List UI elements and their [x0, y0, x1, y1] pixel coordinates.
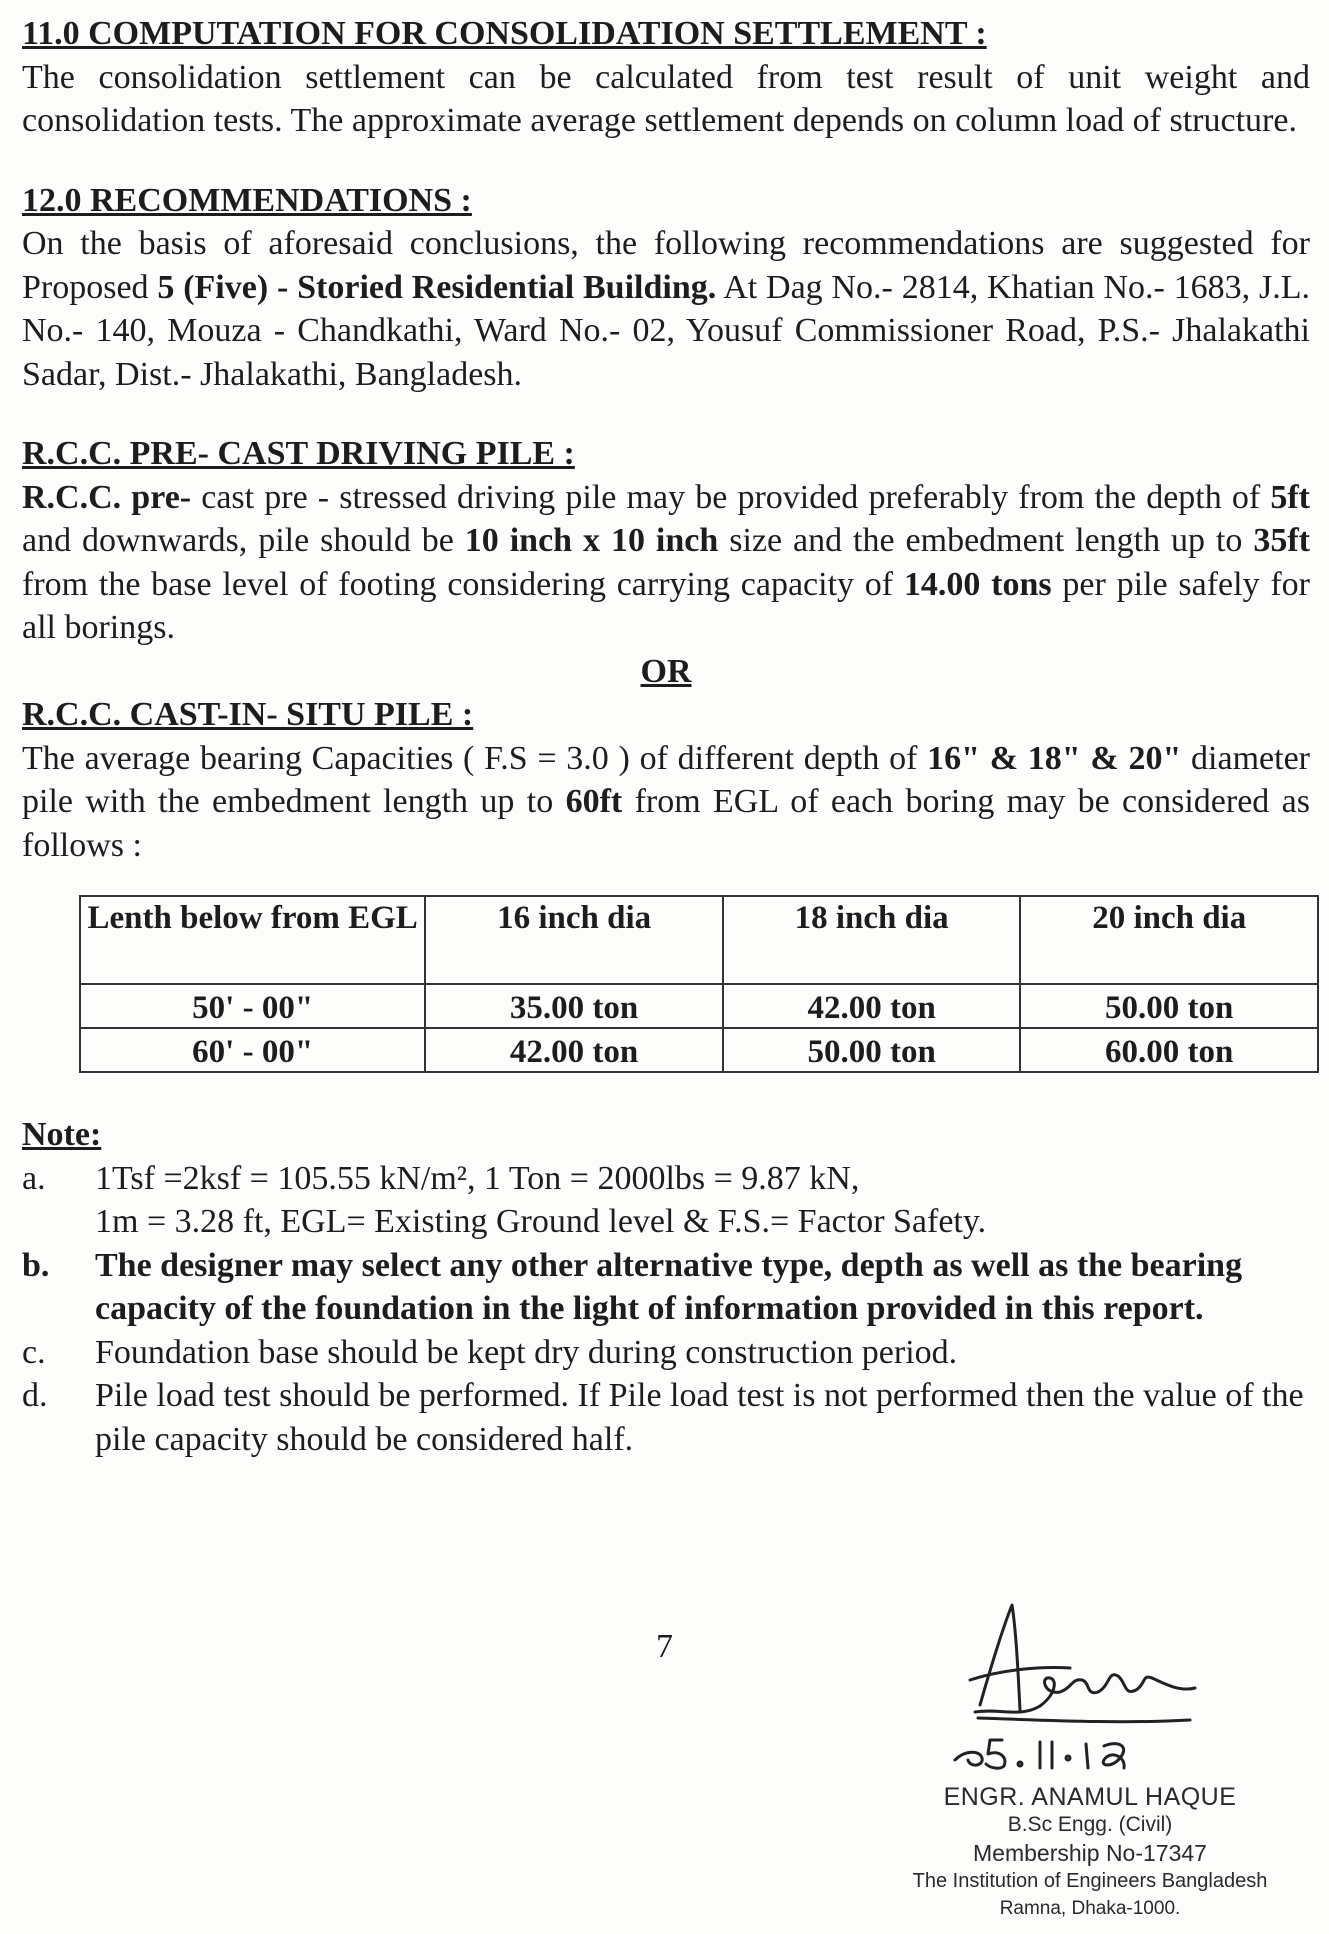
document-page [22, 12, 1310, 1461]
note-text: Foundation base should be kept dry during construction period. [95, 1333, 958, 1371]
engineer-stamp [880, 1783, 1300, 1923]
precast-pile-body: R.C.C. pre- cast pre - stressed driving pile may be provided preferably from the depth of 5ft and downwards, pile should be 10 inch x 10 inch size and the embedment length up to 35ft from the base level of footing considering carrying capacity of 14.00 tons per pile safely for all borings. [22, 478, 1310, 646]
note-item [22, 1374, 1310, 1461]
table-cell: 50.00 ton [723, 1028, 1021, 1072]
table-cell: 35.00 ton [425, 984, 723, 1028]
note-marker: c. [22, 1333, 46, 1371]
table-header-cell: 16 inch dia [425, 896, 723, 984]
table-cell: 60.00 ton [1020, 1028, 1318, 1072]
note-title: Note: [22, 1116, 102, 1153]
table-header-cell: 18 inch dia [723, 896, 1021, 984]
cast-in-situ-heading: R.C.C. CAST-IN- SITU PILE : [22, 696, 474, 733]
table-cell: 50' - 00" [80, 984, 425, 1028]
note-marker: b. [22, 1246, 50, 1284]
section-12-heading: 12.0 RECOMMENDATIONS : [22, 181, 472, 219]
note-item [22, 1157, 1310, 1244]
handwritten-signature [940, 1600, 1280, 1770]
note-text: 1m = 3.28 ft, EGL= Existing Ground level & F.S.= Factor Safety. [95, 1203, 987, 1240]
note-item [22, 1244, 1310, 1331]
stamp-degree: B.Sc Engg. (Civil) [1007, 1813, 1173, 1836]
note-marker: d. [22, 1377, 48, 1414]
table-cell: 42.00 ton [425, 1028, 723, 1072]
table-cell: 60' - 00" [80, 1028, 425, 1072]
section-11-body: The consolidation settlement can be calculated from test result of unit weight and consolidation tests. The approximate average settlement depends on column load of structure. [22, 58, 1310, 139]
table-row [80, 984, 1318, 1028]
table-row [80, 1028, 1318, 1072]
table-cell: 50.00 ton [1020, 984, 1318, 1028]
stamp-address: Ramna, Dhaka-1000. [999, 1898, 1181, 1919]
stamp-name: ENGR. ANAMUL HAQUE [943, 1783, 1237, 1811]
note-text: The designer may select any other alternative type, depth as well as the bearing capacity of the foundation in the light of information provided in this report. [95, 1246, 1243, 1327]
stamp-institution: The Institution of Engineers Bangladesh [912, 1870, 1268, 1892]
note-marker: a. [22, 1159, 46, 1197]
stamp-membership: Membership No-17347 [973, 1840, 1207, 1866]
table-header-cell: Lenth below from EGL [80, 896, 425, 984]
table-header-cell: 20 inch dia [1020, 896, 1318, 984]
page-number: 7 [656, 1628, 673, 1665]
note-text: Pile load test should be performed. If Pile load test is not performed then the value of the pile capacity should be considered half. [95, 1377, 1304, 1458]
table-header-row [80, 896, 1318, 984]
table-cell: 42.00 ton [723, 984, 1021, 1028]
section-11-heading: 11.0 COMPUTATION FOR CONSOLIDATION SETTLEMENT : [22, 15, 987, 52]
or-separator: OR [640, 652, 692, 690]
cast-in-situ-body: The average bearing Capacities ( F.S = 3.0 ) of different depth of 16" & 18" & 20" diameter pile with the embedment length up to 60ft from EGL of each boring may be considered as follows : [22, 739, 1310, 864]
precast-pile-heading: R.C.C. PRE- CAST DRIVING PILE : [22, 435, 575, 472]
bearing-capacity-table [79, 895, 1319, 1073]
note-text: 1Tsf =2ksf = 105.55 kN/m², 1 Ton = 2000lbs = 9.87 kN, [95, 1159, 860, 1197]
note-list [22, 1157, 1310, 1462]
section-12-body: On the basis of aforesaid conclusions, the following recommendations are suggested for Proposed 5 (Five) - Storied Residential Building. At Dag No.- 2814, Khatian No.- 1683, J.L. No.- 140, Mouza - Chandkathi, Ward No.- 02, Yousuf Commissioner Road, P.S.- Jhalakathi Sadar, Dist.- Jhalakathi, Bangladesh. [22, 225, 1310, 393]
note-item [22, 1331, 1310, 1375]
